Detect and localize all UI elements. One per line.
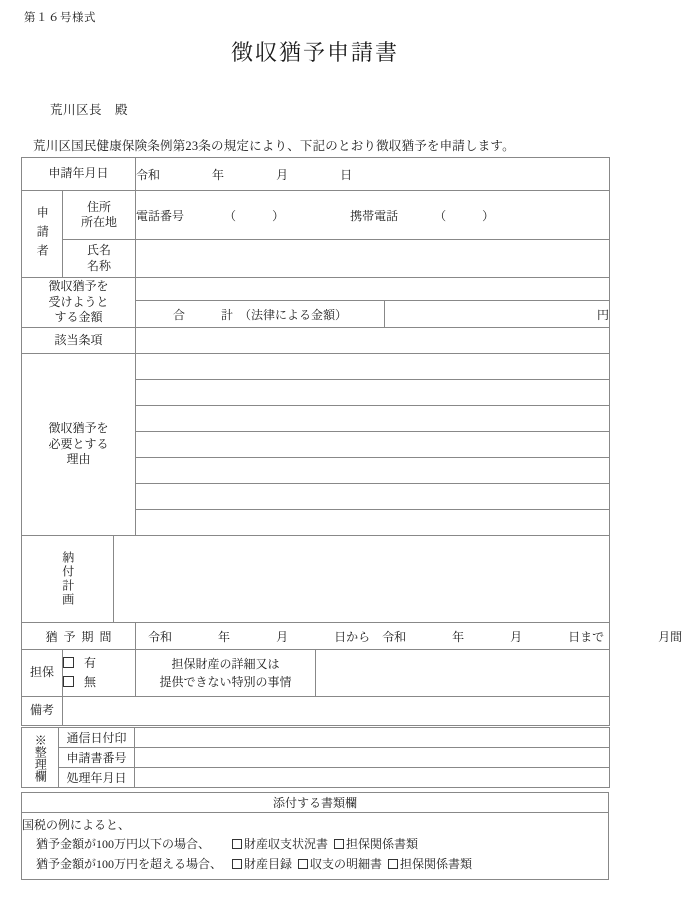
month-unit: 月 [276, 167, 289, 182]
table-row-application-date [22, 158, 610, 191]
attachments-case-1-condition: 猶予金額が100万円以下の場合、 [36, 837, 211, 852]
label-application-number: 申請書番号 [59, 748, 135, 768]
attachments-case-2-condition: 猶予金額が100万円を超える場合、 [36, 856, 223, 871]
label-guarantee-detail: 担保財産の詳細又は 提供できない特別の事情 [136, 650, 316, 697]
currency-unit: 円 [597, 307, 610, 322]
field-amount-total[interactable] [385, 301, 610, 328]
attachments-header: 添付する書類欄 [22, 793, 609, 813]
attachments-intro: 国税の例によると、 [22, 818, 131, 832]
table-row-applicant-address [22, 191, 610, 240]
field-amount-blank[interactable] [136, 278, 610, 301]
table-row-amount-blank [22, 278, 610, 301]
label-reason: 徴収猶予を 必要とする 理由 [22, 354, 136, 536]
label-processing-date: 処理年月日 [59, 768, 135, 788]
main-form-table [21, 157, 682, 726]
field-reason-line[interactable] [136, 484, 610, 510]
tel-paren-close: ） [272, 208, 285, 223]
mobile-label: 携帯電話 [350, 208, 399, 223]
field-clause[interactable] [136, 328, 610, 354]
addressee-line: 荒川区長 殿 [50, 103, 129, 117]
tel-paren-open: （ [224, 208, 237, 223]
label-amount-total: 合 計 （法律による金額） [136, 301, 385, 328]
table-row-remarks [22, 697, 610, 726]
label-amount: 徴収猶予を 受けようと する金額 [22, 278, 136, 328]
label-admin-section: ※整理欄 [22, 728, 59, 788]
field-reason-line[interactable] [136, 432, 610, 458]
attachments-body [22, 813, 609, 880]
field-grace-period[interactable] [136, 623, 682, 650]
attachments-case-2-items[interactable]: 財産目録 収支の明細書 担保関係書類 [232, 857, 472, 871]
label-clause: 該当条項 [22, 328, 136, 354]
table-row-admin-3 [22, 768, 610, 788]
day-unit: 日 [340, 167, 353, 182]
attachments-case-1-items[interactable]: 財産収支状況書 担保関係書類 [232, 837, 418, 851]
label-address: 住所 所在地 [63, 191, 136, 240]
year-unit: 年 [212, 167, 225, 182]
label-application-date: 申請年月日 [22, 158, 136, 191]
label-grace-period: 猶予期間 [22, 623, 136, 650]
table-row-admin-2 [22, 748, 610, 768]
field-reason-line[interactable] [136, 406, 610, 432]
label-postmark-date: 通信日付印 [59, 728, 135, 748]
label-applicant: 申請者 [22, 191, 63, 278]
grace-month-from: 月 [276, 629, 289, 644]
grace-era-to: 令和 [382, 629, 407, 644]
grace-month-to: 月 [510, 629, 523, 644]
checkbox-icon[interactable] [388, 859, 398, 869]
mobile-paren-open: （ [434, 208, 447, 223]
table-row-payment-plan [22, 536, 610, 623]
attachments-table [21, 792, 609, 880]
label-applicant-name: 氏名 名称 [63, 240, 136, 278]
grace-to-text: 日まで [568, 629, 605, 644]
checkbox-icon[interactable] [298, 859, 308, 869]
table-row-applicant-name [22, 240, 610, 278]
field-applicant-name[interactable] [136, 240, 610, 278]
tel-label: 電話番号 [136, 208, 185, 223]
table-row-attachments-body [22, 813, 609, 880]
label-payment-plan: 納付計画 [22, 536, 114, 623]
era-label: 令和 [136, 167, 161, 182]
label-guarantee: 担保 [22, 650, 63, 697]
statement-line: 荒川区国民健康保険条例第23条の規定により、下記のとおり徴収猶予を申請します。 [33, 139, 515, 153]
field-payment-plan[interactable] [114, 536, 610, 623]
checkbox-icon[interactable] [334, 839, 344, 849]
checkbox-icon[interactable] [63, 657, 74, 668]
table-row-reason-1 [22, 354, 610, 380]
grace-from-text: 日から [334, 629, 371, 644]
guarantee-option-no[interactable]: 無 [63, 673, 135, 692]
grace-year-from: 年 [218, 629, 231, 644]
table-row-attachments-header [22, 793, 609, 813]
field-reason-line[interactable] [136, 380, 610, 406]
grace-year-to: 年 [452, 629, 465, 644]
guarantee-options[interactable] [63, 650, 136, 697]
admin-section-table [21, 727, 610, 788]
label-remarks: 備考 [22, 697, 63, 726]
attachments-case-2 [22, 855, 608, 874]
field-reason-line[interactable] [136, 510, 610, 536]
checkbox-icon[interactable] [232, 839, 242, 849]
field-remarks[interactable] [63, 697, 610, 726]
field-reason-line[interactable] [136, 354, 610, 380]
table-row-guarantee [22, 650, 610, 697]
form-number: 第１６号様式 [24, 12, 96, 24]
checkbox-icon[interactable] [232, 859, 242, 869]
field-processing-date[interactable] [135, 768, 610, 788]
grace-era-from: 令和 [148, 629, 173, 644]
table-row-grace-period [22, 623, 610, 650]
field-applicant-address[interactable] [136, 191, 610, 240]
table-row-admin-1 [22, 728, 610, 748]
field-application-number[interactable] [135, 748, 610, 768]
field-application-date[interactable] [136, 158, 610, 191]
attachments-case-1 [22, 835, 608, 854]
field-reason-line[interactable] [136, 458, 610, 484]
table-row-clause [22, 328, 610, 354]
guarantee-option-yes[interactable]: 有 [63, 654, 135, 673]
mobile-paren-close: ） [482, 208, 495, 223]
field-guarantee-detail[interactable] [316, 650, 610, 697]
page-title: 徴収猶予申請書 [230, 40, 399, 65]
checkbox-icon[interactable] [63, 676, 74, 687]
grace-duration-unit: 月間 [658, 629, 682, 644]
field-postmark-date[interactable] [135, 728, 610, 748]
